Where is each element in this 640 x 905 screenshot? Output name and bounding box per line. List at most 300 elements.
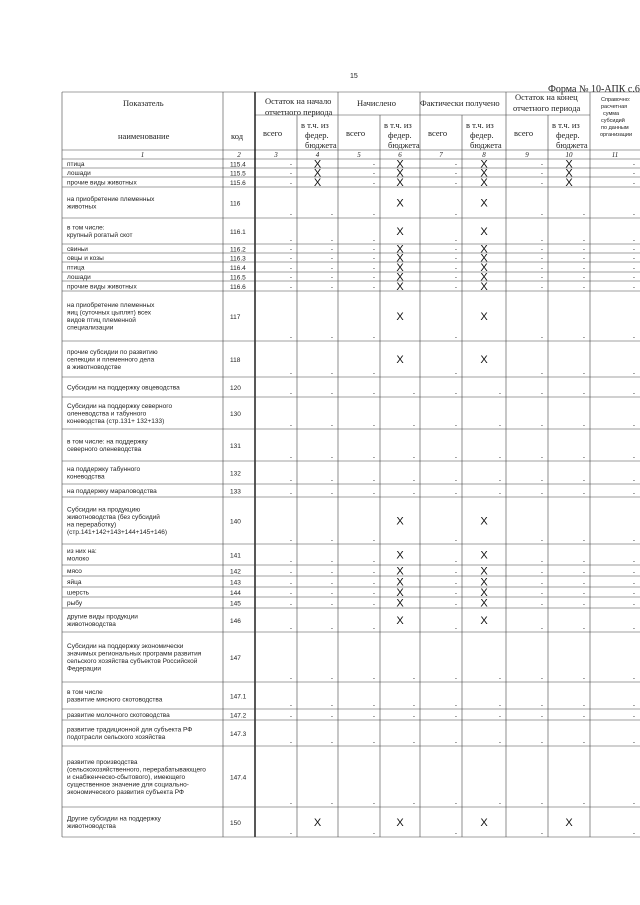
row-code: 115.6 bbox=[230, 180, 246, 187]
dash-mark: - bbox=[372, 702, 375, 709]
dash-mark: - bbox=[330, 702, 333, 709]
form-label: Форма № 10-АПК с.6 bbox=[548, 84, 640, 95]
header-name: наименование bbox=[118, 131, 170, 141]
x-mark: X bbox=[313, 817, 322, 829]
row-name: прочие виды животных bbox=[67, 179, 137, 187]
dash-mark: - bbox=[372, 370, 375, 377]
row-code: 142 bbox=[230, 568, 241, 576]
dash-mark: - bbox=[330, 675, 333, 682]
column-number-6: 6 bbox=[398, 151, 402, 159]
row-code: 145 bbox=[230, 600, 241, 608]
row-code: 140 bbox=[230, 518, 241, 526]
dash-mark: - bbox=[454, 601, 457, 608]
row-name: свиньи bbox=[67, 245, 88, 253]
dash-mark: - bbox=[289, 590, 292, 597]
x-mark: X bbox=[565, 158, 573, 171]
dash-mark: - bbox=[412, 390, 415, 397]
dash-mark: - bbox=[454, 702, 457, 709]
dash-mark: - bbox=[632, 390, 635, 397]
dash-mark: - bbox=[289, 601, 292, 608]
row-code: 116 bbox=[230, 200, 241, 208]
dash-mark: - bbox=[582, 274, 585, 281]
row-name: шерсть bbox=[67, 589, 90, 597]
row-code: 117 bbox=[230, 314, 241, 321]
row-code: 116.6 bbox=[230, 284, 246, 291]
dash-mark: - bbox=[289, 830, 292, 837]
header-reference: Справочно: расчетная сумма субсидий по данным организации bbox=[600, 97, 633, 138]
dash-mark: - bbox=[540, 800, 543, 807]
table-row bbox=[62, 159, 640, 171]
x-mark: X bbox=[313, 177, 322, 189]
table-row bbox=[62, 587, 640, 599]
table-row bbox=[62, 262, 640, 274]
dash-mark: - bbox=[540, 370, 543, 377]
dash-mark: - bbox=[372, 558, 375, 565]
dash-mark: - bbox=[330, 390, 333, 397]
dash-mark: - bbox=[330, 601, 333, 608]
dash-mark: - bbox=[330, 334, 333, 341]
x-mark: X bbox=[396, 615, 404, 627]
dash-mark: - bbox=[289, 580, 292, 587]
dash-mark: - bbox=[632, 265, 635, 272]
x-mark: X bbox=[396, 354, 404, 366]
dash-mark: - bbox=[582, 211, 585, 218]
x-mark: X bbox=[396, 158, 404, 171]
dash-mark: - bbox=[540, 255, 543, 262]
table-row bbox=[62, 577, 640, 589]
row-name: Субсидии на продукцию животноводства (без субсидий на переработку) (стр.141+142+143+144+145+146) bbox=[67, 506, 168, 536]
dash-mark: - bbox=[454, 370, 457, 377]
dash-mark: - bbox=[582, 580, 585, 587]
dash-mark: - bbox=[540, 454, 543, 461]
dash-mark: - bbox=[540, 161, 543, 168]
column-number-2: 2 bbox=[237, 151, 241, 159]
x-mark: X bbox=[480, 158, 488, 171]
row-name: на приобретение племенных яиц (суточных цыплят) всех видов птиц племенной специализации bbox=[67, 302, 155, 332]
dash-mark: - bbox=[330, 625, 333, 632]
dash-mark: - bbox=[289, 246, 292, 253]
table-row bbox=[62, 195, 640, 218]
row-code: 131 bbox=[230, 443, 241, 450]
dash-mark: - bbox=[632, 830, 635, 837]
dash-mark: - bbox=[540, 246, 543, 253]
dash-mark: - bbox=[582, 537, 585, 544]
dash-mark: - bbox=[540, 211, 543, 218]
dash-mark: - bbox=[289, 713, 292, 720]
x-mark: X bbox=[480, 252, 488, 265]
dash-mark: - bbox=[540, 390, 543, 397]
x-mark: X bbox=[480, 177, 488, 189]
table-row bbox=[62, 759, 640, 807]
dash-mark: - bbox=[498, 800, 501, 807]
dash-mark: - bbox=[632, 284, 635, 291]
dash-mark: - bbox=[632, 274, 635, 281]
x-mark: X bbox=[396, 587, 404, 599]
dash-mark: - bbox=[454, 454, 457, 461]
row-code: 115.5 bbox=[230, 170, 246, 178]
header-received: Фактически получено bbox=[420, 98, 500, 108]
dash-mark: - bbox=[540, 569, 543, 576]
dash-mark: - bbox=[498, 739, 501, 746]
dash-mark: - bbox=[372, 625, 375, 632]
dash-mark: - bbox=[498, 702, 501, 709]
dash-mark: - bbox=[632, 477, 635, 484]
column-number-5: 5 bbox=[357, 151, 361, 159]
x-mark: X bbox=[396, 515, 404, 528]
dash-mark: - bbox=[454, 211, 457, 218]
dash-mark: - bbox=[454, 477, 457, 484]
table-header bbox=[118, 92, 632, 141]
dash-mark: - bbox=[582, 454, 585, 461]
dash-mark: - bbox=[372, 255, 375, 262]
dash-mark: - bbox=[498, 675, 501, 682]
dash-mark: - bbox=[540, 537, 543, 544]
dash-mark: - bbox=[330, 569, 333, 576]
dash-mark: - bbox=[372, 334, 375, 341]
dash-mark: - bbox=[540, 477, 543, 484]
x-mark: X bbox=[396, 252, 404, 265]
row-name: прочие субсидии по развитию селекции и племенного дела в животноводстве bbox=[67, 348, 158, 371]
dash-mark: - bbox=[632, 255, 635, 262]
header-accrued: Начислено bbox=[357, 98, 396, 108]
row-code: 133 bbox=[230, 488, 241, 496]
dash-mark: - bbox=[330, 237, 333, 244]
column-number-3: 3 bbox=[274, 151, 278, 159]
x-mark: X bbox=[396, 271, 404, 284]
page-number: 15 bbox=[350, 73, 358, 80]
header-total-3: всего bbox=[514, 128, 534, 138]
row-name: из них на: молоко bbox=[67, 548, 97, 563]
dash-mark: - bbox=[632, 601, 635, 608]
dash-mark: - bbox=[289, 569, 292, 576]
dash-mark: - bbox=[289, 454, 292, 461]
dash-mark: - bbox=[372, 422, 375, 429]
header-fed-budget-1: в т.ч. из федер. бюджета bbox=[384, 120, 420, 150]
column-number-10: 10 bbox=[565, 151, 573, 159]
row-name: в том числе: на поддержку северного оленеводства bbox=[67, 438, 148, 453]
header-fed-budget-3: в т.ч. из федер. бюджета bbox=[552, 120, 588, 150]
table-row bbox=[62, 402, 640, 429]
dash-mark: - bbox=[454, 580, 457, 587]
table-row bbox=[62, 712, 640, 720]
dash-mark: - bbox=[372, 211, 375, 218]
dash-mark: - bbox=[540, 580, 543, 587]
dash-mark: - bbox=[289, 284, 292, 291]
dash-mark: - bbox=[289, 702, 292, 709]
dash-mark: - bbox=[454, 274, 457, 281]
dash-mark: - bbox=[372, 390, 375, 397]
row-name: Субсидии на поддержку овцеводства bbox=[67, 384, 180, 392]
row-name: птица bbox=[67, 160, 85, 168]
dash-mark: - bbox=[289, 800, 292, 807]
row-code: 141 bbox=[230, 552, 241, 560]
dash-mark: - bbox=[372, 237, 375, 244]
dash-mark: - bbox=[632, 558, 635, 565]
row-code: 116.3 bbox=[230, 255, 246, 263]
dash-mark: - bbox=[330, 477, 333, 484]
row-code: 147.3 bbox=[230, 731, 247, 738]
dash-mark: - bbox=[289, 370, 292, 377]
table-row bbox=[62, 566, 640, 578]
row-code: 115.4 bbox=[230, 161, 246, 169]
row-name: Субсидии на поддержку экономически значимых региональных программ развития сельского хозяйства субъектов Российской Федерации bbox=[67, 643, 202, 673]
dash-mark: - bbox=[372, 675, 375, 682]
dash-mark: - bbox=[289, 237, 292, 244]
dash-mark: - bbox=[540, 739, 543, 746]
dash-mark: - bbox=[372, 170, 375, 177]
dash-mark: - bbox=[632, 537, 635, 544]
dash-mark: - bbox=[454, 161, 457, 168]
row-code: 120 bbox=[230, 385, 241, 392]
dash-mark: - bbox=[632, 334, 635, 341]
table-row bbox=[62, 488, 640, 497]
dash-mark: - bbox=[540, 713, 543, 720]
dash-mark: - bbox=[412, 800, 415, 807]
dash-mark: - bbox=[540, 830, 543, 837]
dash-mark: - bbox=[372, 180, 375, 187]
dash-mark: - bbox=[372, 800, 375, 807]
x-mark: X bbox=[396, 576, 404, 589]
header-remainder-start: Остаток на начало отчетного периода bbox=[265, 96, 333, 117]
x-mark: X bbox=[480, 281, 488, 293]
dash-mark: - bbox=[632, 180, 635, 187]
table-row bbox=[62, 506, 640, 545]
header-code: код bbox=[231, 131, 244, 141]
table-row bbox=[62, 689, 640, 709]
dash-mark: - bbox=[540, 558, 543, 565]
dash-mark: - bbox=[289, 422, 292, 429]
dash-mark: - bbox=[582, 739, 585, 746]
dash-mark: - bbox=[582, 800, 585, 807]
dash-mark: - bbox=[632, 490, 635, 497]
column-number-7: 7 bbox=[439, 151, 443, 159]
table-row bbox=[62, 177, 640, 189]
row-name: развитие молочного скотоводства bbox=[67, 711, 170, 719]
dash-mark: - bbox=[540, 625, 543, 632]
table-body bbox=[62, 159, 640, 838]
dash-mark: - bbox=[582, 625, 585, 632]
x-mark: X bbox=[480, 515, 488, 528]
x-mark: X bbox=[396, 243, 404, 256]
dash-mark: - bbox=[582, 590, 585, 597]
column-number-11: 11 bbox=[611, 151, 619, 159]
dash-mark: - bbox=[454, 675, 457, 682]
dash-mark: - bbox=[289, 390, 292, 397]
dash-mark: - bbox=[454, 334, 457, 341]
row-code: 143 bbox=[230, 579, 241, 587]
dash-mark: - bbox=[632, 580, 635, 587]
dash-mark: - bbox=[632, 569, 635, 576]
dash-mark: - bbox=[582, 246, 585, 253]
dash-mark: - bbox=[582, 702, 585, 709]
dash-mark: - bbox=[454, 180, 457, 187]
row-name: в том числе развитие мясного скотоводства bbox=[67, 689, 163, 704]
dash-mark: - bbox=[540, 334, 543, 341]
x-mark: X bbox=[396, 565, 404, 578]
table-row bbox=[62, 253, 640, 265]
dash-mark: - bbox=[582, 713, 585, 720]
row-code: 146 bbox=[230, 618, 241, 625]
dash-mark: - bbox=[540, 284, 543, 291]
row-code: 130 bbox=[230, 411, 241, 418]
x-mark: X bbox=[396, 281, 404, 293]
x-mark: X bbox=[396, 262, 404, 274]
x-mark: X bbox=[396, 226, 404, 238]
x-mark: X bbox=[480, 354, 488, 366]
table-row bbox=[62, 465, 640, 484]
table-row bbox=[62, 272, 640, 284]
x-mark: X bbox=[313, 167, 322, 180]
dash-mark: - bbox=[498, 713, 501, 720]
x-mark: X bbox=[480, 271, 488, 284]
dash-mark: - bbox=[330, 537, 333, 544]
dash-mark: - bbox=[540, 675, 543, 682]
header-indicator: Показатель bbox=[123, 98, 164, 108]
dash-mark: - bbox=[289, 490, 292, 497]
dash-mark: - bbox=[498, 390, 501, 397]
x-mark: X bbox=[480, 311, 488, 323]
table-row bbox=[62, 726, 640, 747]
dash-mark: - bbox=[632, 800, 635, 807]
table-row bbox=[62, 642, 640, 682]
dash-mark: - bbox=[454, 537, 457, 544]
dash-mark: - bbox=[454, 713, 457, 720]
dash-mark: - bbox=[632, 246, 635, 253]
dash-mark: - bbox=[454, 490, 457, 497]
dash-mark: - bbox=[498, 477, 501, 484]
row-code: 147.4 bbox=[230, 774, 247, 782]
x-mark: X bbox=[480, 549, 488, 562]
dash-mark: - bbox=[372, 830, 375, 837]
dash-mark: - bbox=[498, 454, 501, 461]
row-name: мясо bbox=[67, 567, 82, 575]
dash-mark: - bbox=[330, 211, 333, 218]
dash-mark: - bbox=[454, 170, 457, 177]
dash-mark: - bbox=[372, 284, 375, 291]
dash-mark: - bbox=[372, 537, 375, 544]
row-name: развитие производства (сельскохозяйственного, перерабатывающего и снабженческо-сбытового), имеющего существенное значение для социально-экономического развития субъекта РФ bbox=[67, 758, 206, 796]
dash-mark: - bbox=[330, 370, 333, 377]
table-row bbox=[62, 281, 640, 293]
dash-mark: - bbox=[330, 265, 333, 272]
row-name: на поддержку табунного коневодства bbox=[67, 466, 141, 481]
x-mark: X bbox=[480, 167, 488, 180]
dash-mark: - bbox=[540, 265, 543, 272]
x-mark: X bbox=[480, 226, 488, 238]
column-number-9: 9 bbox=[525, 151, 529, 159]
dash-mark: - bbox=[289, 255, 292, 262]
dash-mark: - bbox=[540, 170, 543, 177]
table-row bbox=[62, 348, 640, 377]
dash-mark: - bbox=[454, 830, 457, 837]
x-mark: X bbox=[480, 615, 488, 627]
dash-mark: - bbox=[372, 454, 375, 461]
dash-mark: - bbox=[289, 211, 292, 218]
dash-mark: - bbox=[412, 477, 415, 484]
header-remainder-end: Остаток на конец отчетного периода bbox=[513, 92, 581, 113]
x-mark: X bbox=[396, 197, 404, 210]
column-number-1: 1 bbox=[140, 151, 145, 159]
dash-mark: - bbox=[330, 274, 333, 281]
dash-mark: - bbox=[372, 490, 375, 497]
dash-mark: - bbox=[454, 569, 457, 576]
dash-mark: - bbox=[454, 590, 457, 597]
dash-mark: - bbox=[454, 237, 457, 244]
dash-mark: - bbox=[632, 454, 635, 461]
row-code: 116.5 bbox=[230, 274, 246, 282]
dash-mark: - bbox=[632, 702, 635, 709]
row-code: 116.1 bbox=[230, 229, 246, 236]
x-mark: X bbox=[480, 197, 488, 210]
row-name: Другие субсидии на поддержку животноводства bbox=[67, 815, 161, 830]
dash-mark: - bbox=[454, 390, 457, 397]
table-row bbox=[62, 168, 640, 180]
dash-mark: - bbox=[372, 601, 375, 608]
dash-mark: - bbox=[412, 675, 415, 682]
x-mark: X bbox=[396, 177, 404, 189]
dash-mark: - bbox=[582, 558, 585, 565]
dash-mark: - bbox=[540, 274, 543, 281]
row-code: 116.4 bbox=[230, 265, 246, 272]
dash-mark: - bbox=[289, 170, 292, 177]
dash-mark: - bbox=[289, 334, 292, 341]
dash-mark: - bbox=[454, 255, 457, 262]
dash-mark: - bbox=[498, 490, 501, 497]
row-code: 147 bbox=[230, 655, 241, 662]
dash-mark: - bbox=[372, 274, 375, 281]
dash-mark: - bbox=[582, 370, 585, 377]
dash-mark: - bbox=[454, 558, 457, 565]
dash-mark: - bbox=[330, 454, 333, 461]
column-number-8: 8 bbox=[482, 151, 486, 159]
dash-mark: - bbox=[372, 265, 375, 272]
table-row bbox=[62, 225, 640, 245]
dash-mark: - bbox=[289, 558, 292, 565]
row-name: другие виды продукции животноводства bbox=[67, 613, 138, 628]
table-row bbox=[62, 383, 640, 397]
dash-mark: - bbox=[454, 246, 457, 253]
row-code: 150 bbox=[230, 820, 241, 827]
column-number-4: 4 bbox=[315, 151, 320, 159]
dash-mark: - bbox=[540, 702, 543, 709]
header-total-2: всего bbox=[428, 128, 448, 138]
x-mark: X bbox=[480, 576, 488, 589]
row-name: на приобретение племенных животных bbox=[67, 196, 155, 211]
row-name: птица bbox=[67, 264, 85, 272]
row-name: на поддержку мараловодства bbox=[67, 487, 157, 495]
table-grid bbox=[62, 92, 640, 837]
dash-mark: - bbox=[540, 590, 543, 597]
dash-mark: - bbox=[289, 739, 292, 746]
x-mark: X bbox=[565, 177, 573, 189]
header-total-0: всего bbox=[263, 128, 283, 138]
dash-mark: - bbox=[632, 370, 635, 377]
dash-mark: - bbox=[372, 713, 375, 720]
subheader-cells bbox=[141, 120, 618, 159]
row-code: 144 bbox=[230, 590, 241, 597]
dash-mark: - bbox=[330, 490, 333, 497]
x-mark: X bbox=[480, 262, 488, 274]
dash-mark: - bbox=[330, 580, 333, 587]
dash-mark: - bbox=[289, 625, 292, 632]
x-mark: X bbox=[396, 597, 404, 610]
dash-mark: - bbox=[540, 490, 543, 497]
dash-mark: - bbox=[632, 675, 635, 682]
dash-mark: - bbox=[454, 739, 457, 746]
dash-mark: - bbox=[330, 246, 333, 253]
row-name: лошади bbox=[67, 169, 91, 177]
dash-mark: - bbox=[372, 569, 375, 576]
